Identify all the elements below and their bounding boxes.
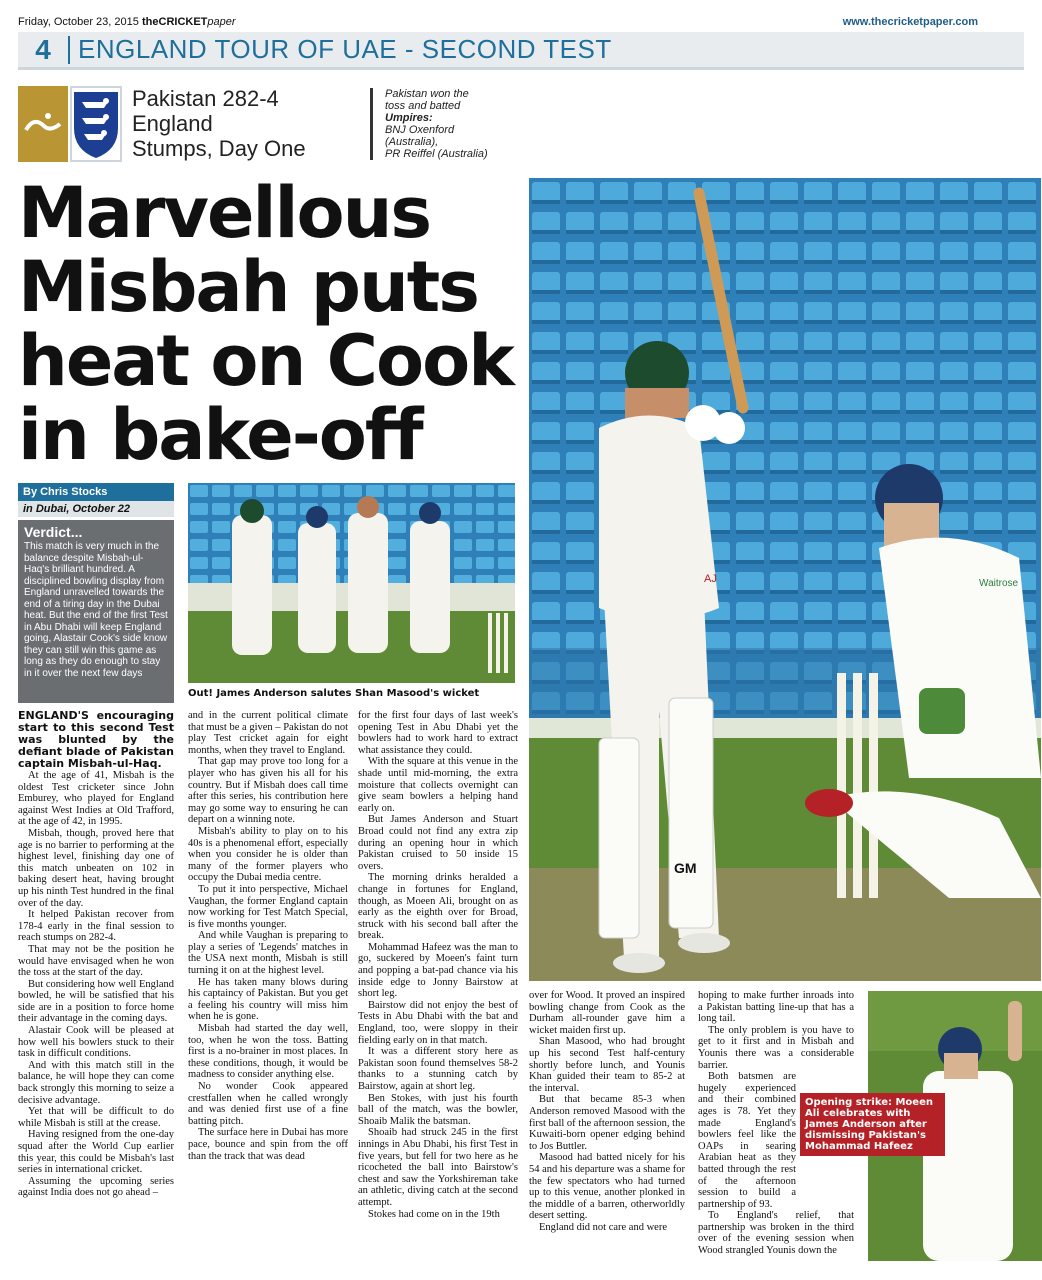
article-paragraph: But that became 85-3 when Anderson removed Masood with the first ball of the afternoon session, the Kuwaiti-born opener edging behind to Jos Buttler. <box>529 1094 685 1152</box>
article-column-3 <box>358 710 518 1262</box>
article-paragraph: Both batsmen are hugely experienced and their combined ages is 78. Yet they made England's bowlers feel like the OAPs in searing Arabian heat as they batted through the rest of the afternoon session to build a partnership of 93. <box>698 1071 796 1210</box>
sponsor-logo: Waitrose <box>979 578 1019 589</box>
issue-date: Friday, October 23, 2015 <box>18 16 139 28</box>
article-paragraph: England did not care and were <box>539 1221 667 1233</box>
article-paragraph: It was a different story here as Pakistan soon found themselves 58-2 thanks to a stunning catch by Bairstow, again at short leg. <box>358 1046 518 1092</box>
page-number: 4 <box>35 33 51 65</box>
lead-paragraph: ENGLAND'S encouraging start to this second Test was blunted by the defiant blade of Pakistan captain Misbah-ul-Haq. <box>18 710 174 770</box>
article-paragraph: That gap may prove too long for a player who has given his all for his country. But if Misbah does call time after this series, his contribution here may go some way to ensuring he can depart on a winning note. <box>188 756 348 826</box>
article-paragraph: But James Anderson and Stuart Broad could not find any extra zip during an opening hour in which Pakistan cruised to 50 inside 15 overs. <box>358 814 518 872</box>
article-paragraph: To put it into perspective, Michael Vaughan, the former England captain now working for Test Match Special, is five months younger. <box>188 883 348 930</box>
umpires-label: Umpires: <box>385 112 433 124</box>
score-line-pakistan: Pakistan 282-4 <box>132 86 279 111</box>
match-info <box>370 88 490 160</box>
article-paragraph: The morning drinks heralded a change in fortunes for England, though, as Moeen Ali, brought on as early as the eighth over for Broad, struck with his second ball after the break. <box>358 872 518 942</box>
umpire-2: PR Reiffel (Australia) <box>385 148 488 160</box>
headline: Marvellous Misbah puts heat on Cook in bake-off <box>18 172 513 476</box>
brand-the: the <box>142 16 159 28</box>
article-column-5 <box>698 990 854 1262</box>
article-paragraph: Ben Stokes, with just his fourth ball of the match, was the bowler, Shoaib Malik the batsman. <box>358 1092 518 1127</box>
article-paragraph: And while Vaughan is preparing to play a series of 'Legends' matches in the USA next month, Misbah is still turning it on at the highest level. <box>188 930 348 977</box>
article-paragraph: To England's relief, that partnership was broken in the third over of the evening session when Wood strangled Younis down the <box>698 1210 854 1257</box>
article-paragraph: Masood had batted nicely for his 54 and his departure was a shame for the few spectators who had turned up to this venue, another plonked in the middle of a barren, otherworldly desert setting. <box>529 1152 685 1222</box>
dateline: in Dubai, October 22 <box>18 501 174 517</box>
brand-cricket: CRICKET <box>158 16 208 28</box>
article-paragraph: Alastair Cook will be pleased at how well his bowlers stuck to their task in difficult conditions. <box>18 1025 174 1060</box>
article-paragraph: Misbah's ability to play on to his 40s is a phenomenal effort, especially when you consider he is older than many of the former players who occupy the Dubai media centre. <box>188 825 348 884</box>
main-photo <box>529 178 1041 981</box>
article-paragraph: Misbah had started the day well, too, when he won the toss. Batting first is a no-brainer in most places. In these conditions, though, it would be madness to consider anything else. <box>188 1023 348 1081</box>
anderson-celebration-image <box>188 483 515 683</box>
score-line-england: England <box>132 111 213 136</box>
verdict-box <box>18 520 174 703</box>
article-paragraph: No wonder Cook appeared crestfallen when he called wrongly and was denied first use of a fine batting pitch. <box>188 1081 348 1127</box>
verdict-title: Verdict... <box>24 524 83 540</box>
article-paragraph: At the age of 41, Misbah is the oldest Test cricketer since John Emburey, who played for England against West Indies at Old Trafford, at the age of 42, in 1995. <box>18 770 174 828</box>
article-paragraph: Having resigned from the one-day squad after the World Cup earlier this year, this could be Misbah's last series in international cricket. <box>18 1129 174 1176</box>
article-paragraph: hoping to make further inroads into a Pakistan batting line-up that has a long tail. <box>698 990 854 1025</box>
article-paragraph: Stokes had come on in the 19th <box>368 1208 500 1220</box>
article-paragraph: With the square at this venue in the shade until mid-morning, the extra moisture that collects overnight can give seam bowlers a helping hand early on. <box>358 756 518 814</box>
score-line-status: Stumps, Day One <box>132 136 306 161</box>
article-paragraph: That may not be the position he would have envisaged when he won the toss at the start of the day. <box>18 943 174 979</box>
article-paragraph: He has taken many blows during his captaincy of Pakistan. But you get a feeling his country will miss him when he is gone. <box>188 976 348 1023</box>
umpire-1: BNJ Oxenford (Australia), <box>385 124 455 148</box>
small-photo <box>188 483 515 683</box>
article-column-2 <box>188 710 348 1262</box>
article-paragraph: Mohammad Hafeez was the man to go, suckered by Moeen's faint turn and popping a bat-pad chance via his inside edge to Jonny Bairstow at short leg. <box>358 941 518 1000</box>
three-lions-icon <box>72 88 120 160</box>
bat-brand: GM <box>674 860 697 876</box>
article-paragraph: Shan Masood, who had brought up his second Test half-century shortly before lunch, and Younis Khan guided their team to 85-2 at the interval. <box>529 1036 685 1094</box>
pakistan-logo <box>18 86 68 162</box>
small-photo-caption: Out! James Anderson salutes Shan Masood's wicket <box>188 688 480 699</box>
scoreboard <box>132 86 306 161</box>
article-paragraph: for the first four days of last week's opening Test in Abu Dhabi yet the bowlers had to work hard to extract what assistance they could. <box>358 710 518 756</box>
article-column-1 <box>18 710 174 1262</box>
article-column-4 <box>529 990 685 1262</box>
article-paragraph: Bairstow did not enjoy the best of Tests in Abu Dhabi with the bat and England, too, were sloppy in their fielding early on in that match. <box>358 999 518 1046</box>
article-paragraph: over for Wood. It proved an inspired bowling change from Cook as the Durham all-rounder gave him a wicket maiden first up. <box>529 990 685 1036</box>
verdict-body: This match is very much in the balance despite Misbah-ul-Haq's brilliant hundred. A disciplined bowling display from England unravelled towards the end of a tiring day in the Dubai heat. But the end of the first Test in Abu Dhabi will keep England going, Alastair Cook's side know they can still win this game as long as they do enough to stay in it over the next few days <box>24 541 168 679</box>
toss-result: Pakistan won the toss and batted <box>385 88 469 112</box>
article-paragraph: It helped Pakistan recover from 178-4 early in the final session to reach stumps on 282-4. <box>18 909 174 944</box>
article-paragraph: And with this match still in the balance, he will hope they can come back strongly this morning to seize a decisive advantage. <box>18 1059 174 1106</box>
section-divider <box>68 36 70 64</box>
article-paragraph: The only problem is you have to get to it first and in Misbah and Younis there was a considerable barrier. <box>698 1024 854 1071</box>
article-paragraph: Yet that will be difficult to do while Misbah is still at the crease. <box>18 1106 174 1129</box>
shirt-initials: AJ <box>704 573 717 585</box>
article-paragraph: Misbah, though, proved here that age is no barrier to performing at the highest level, finishing day one of this match unbeaten on 102 in baking desert heat, having brought up his ninth Test hundred in the final over of the day. <box>18 827 174 909</box>
england-logo <box>70 86 122 162</box>
article-paragraph: and in the current political climate that must be a given – Pakistan do not play Test cricket again for eight months, when they travel to England. <box>188 710 348 756</box>
article-paragraph: Shoaib had struck 245 in the first innings in Abu Dhabi, his first Test in five years, but fell for two here as he ricocheted the ball into Bairstow's chest and saw the Yorkshireman take an athletic, diving catch at the second attempt. <box>358 1127 518 1208</box>
paper-brand <box>142 16 236 28</box>
brand-paper: paper <box>207 16 236 28</box>
pakistan-crest-icon <box>18 86 68 162</box>
section-title: ENGLAND TOUR OF UAE - SECOND TEST <box>78 34 612 64</box>
article-paragraph: The surface here in Dubai has more pace, bounce and spin from the off than the track that was dead <box>188 1127 348 1162</box>
section-header <box>18 32 1024 70</box>
misbah-batting-image <box>529 178 1041 981</box>
byline: By Chris Stocks <box>18 483 174 501</box>
article-paragraph: Assuming the upcoming series against India does not go ahead – <box>18 1175 174 1199</box>
corner-photo-caption: Opening strike: Moeen Ali celebrates with James Anderson after dismissing Pakistan's Mohammad Hafeez <box>800 1093 945 1156</box>
article-paragraph: But considering how well England bowled, he will be satisfied that his side are in a position to force home their advantage in the coming days. <box>18 978 174 1025</box>
website-link[interactable]: www.thecricketpaper.com <box>842 16 978 28</box>
